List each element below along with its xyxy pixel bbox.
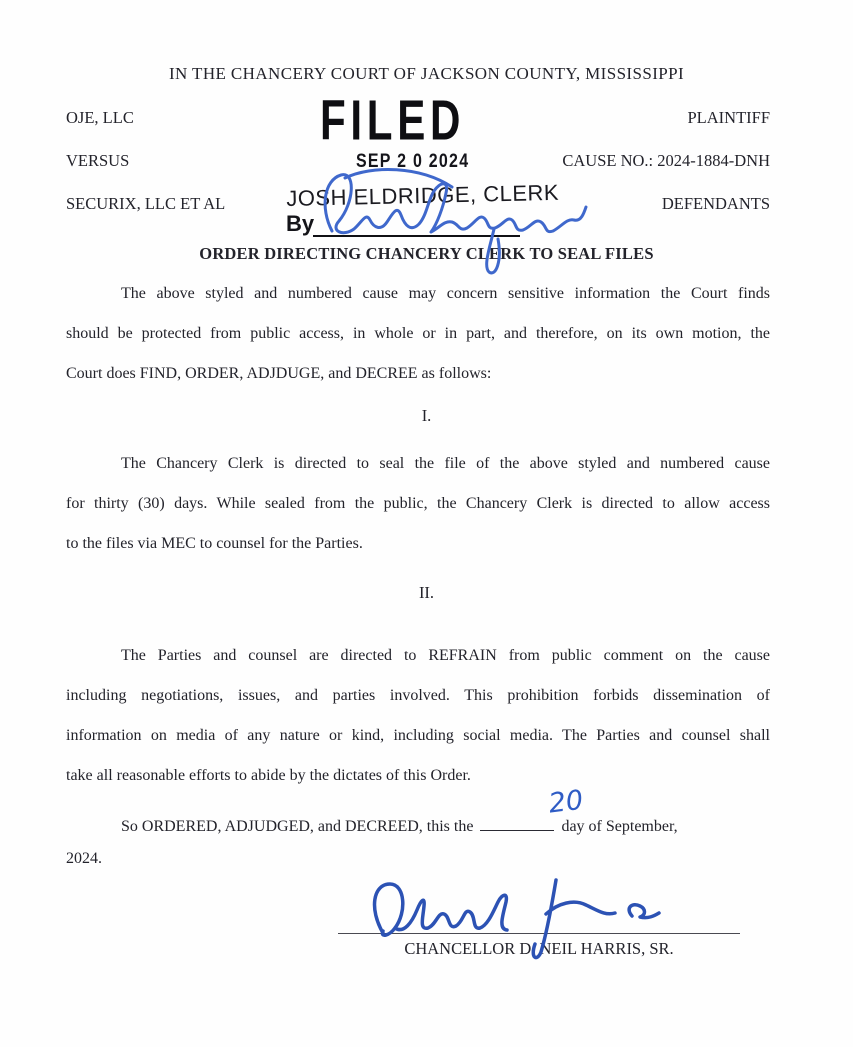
court-header: IN THE CHANCERY COURT OF JACKSON COUNTY, MISSISSIPPI [168,64,685,83]
day-blank-line [480,784,586,831]
versus-label: VERSUS [66,151,130,170]
filed-stamp: FILED [320,89,466,153]
signature-line [338,933,740,934]
signature-caption: CHANCELLOR D. NEIL HARRIS, SR. [404,939,674,958]
closing-suffix: day of September, [561,818,678,835]
section-heading-2: II. [418,583,435,602]
paragraph-1 [66,274,770,394]
filed-stamp-date: SEP 2 0 2024 [356,151,470,172]
paragraph-3 [66,636,770,796]
by-underline [313,235,520,237]
paragraph-line: should be protected from public access, in whole or in part, and therefore, on its own motion, the [66,325,770,342]
paragraph-line: The above styled and numbered cause may concern sensitive information the Court finds [121,285,770,302]
paragraph-line: to the files via MEC to counsel for the Parties. [66,535,363,552]
year-line: 2024. [66,850,102,867]
closing-line [66,784,770,847]
paragraph-line: including negotiations, issues, and parties involved. This prohibition forbids dissemination of [66,687,770,704]
cause-number: CAUSE NO.: 2024-1884-DNH [562,151,770,170]
clerk-stamp-name: JOSH ELDRIDGE, CLERK [286,179,560,211]
by-label: By [286,211,315,236]
paragraph-line: information on media of any nature or kind, including social media. The Parties and counsel shall [66,727,770,744]
paragraph-line: Court does FIND, ORDER, ADJDUGE, and DECREE as follows: [66,365,492,382]
paragraph-2 [66,444,770,564]
paragraph-line: for thirty (30) days. While sealed from the public, the Chancery Clerk is directed to allow access [66,495,770,512]
defendant-role: DEFENDANTS [661,194,770,213]
paragraph-line: take all reasonable efforts to abide by the dictates of this Order. [66,767,471,784]
section-heading-1: I. [421,406,432,425]
plaintiff-name: OJE, LLC [66,108,134,127]
defendant-name: SECURIX, LLC ET AL [66,194,226,213]
closing-prefix: So ORDERED, ADJUDGED, and DECREED, this the [121,818,474,835]
paragraph-line: The Chancery Clerk is directed to seal the file of the above styled and numbered cause [121,455,770,472]
plaintiff-role: PLAINTIFF [687,108,770,127]
paragraph-line: The Parties and counsel are directed to REFRAIN from public comment on the cause [121,647,770,664]
order-title: ORDER DIRECTING CHANCERY CLERK TO SEAL FILES [199,244,654,263]
day-handwritten-value: 20 [547,784,586,820]
